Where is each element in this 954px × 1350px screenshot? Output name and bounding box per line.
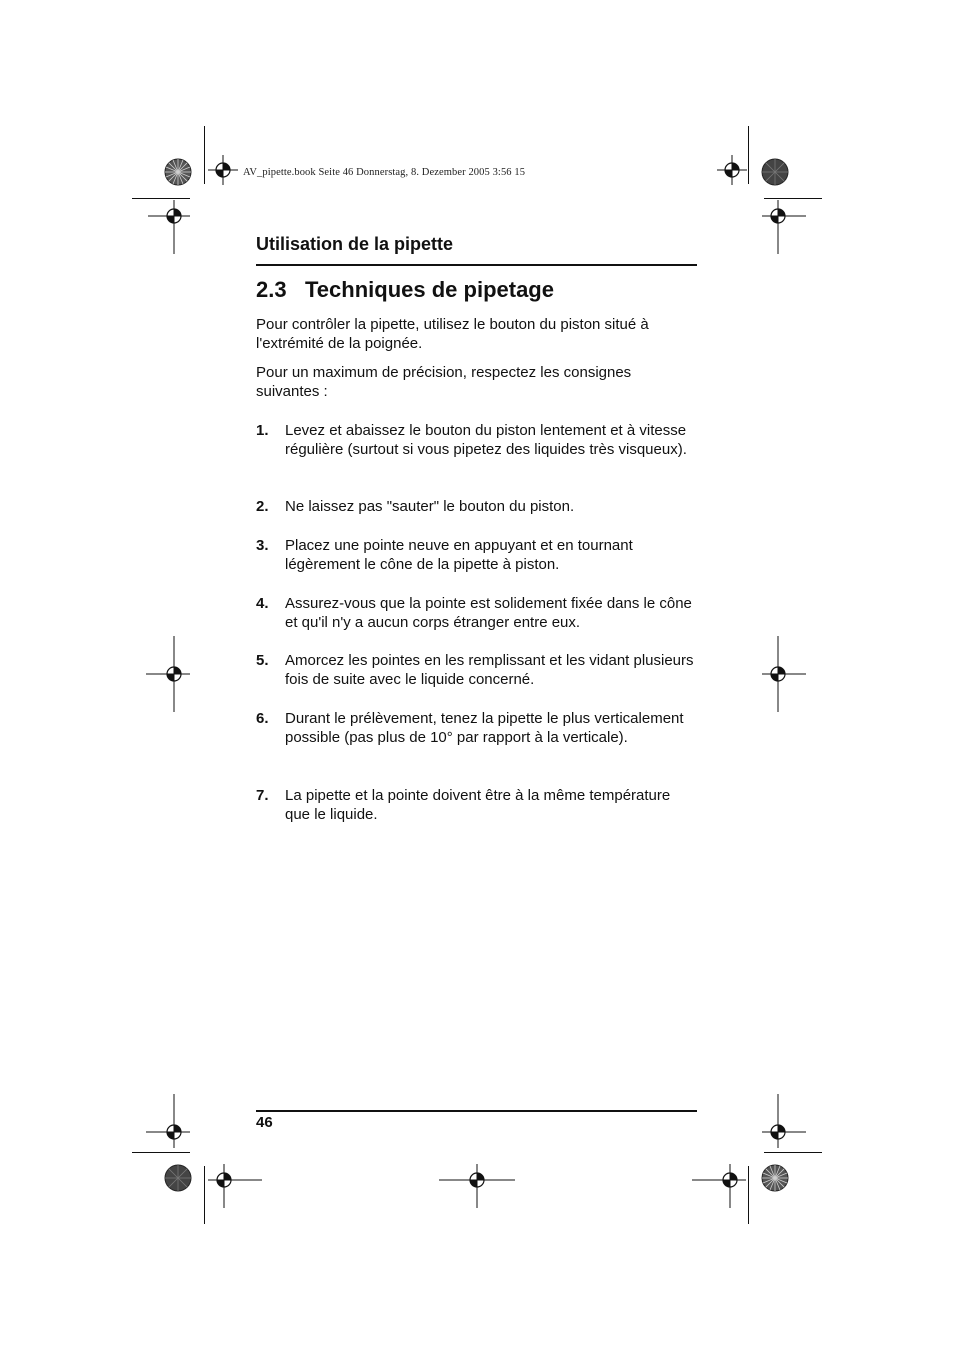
list-item-text: Durant le prélèvement, tenez la pipette le plus verticalement possible (pas plus de 10° par rapport à la verticale). [285,710,684,746]
registration-crosshair-icon [717,155,747,185]
list-item-text: La pipette et la pointe doivent être à la même température que le liquide. [285,787,671,823]
list-item-text: Levez et abaissez le bouton du piston lentement et à vitesse régulière (surtout si vous pipetez des liquides très visqueux). [285,422,687,458]
starburst-target-icon [761,1164,789,1192]
print-slug: AV_pipette.book Seite 46 Donnerstag, 8. Dezember 2005 3:56 15 [243,167,526,178]
registration-crosshair-icon [760,1094,808,1156]
list-item-number: 4. [256,595,269,612]
heading-number: 2.3 [256,277,287,302]
registration-crosshair-icon [186,1164,262,1208]
section-header: Utilisation de la pipette [256,234,454,254]
registration-crosshair-icon [208,155,238,185]
starburst-target-icon [761,158,789,186]
list-item-number: 5. [256,652,269,669]
crop-mark [748,1166,749,1224]
registration-crosshair-icon [439,1164,515,1208]
list-item [256,594,697,632]
heading-title: Techniques de pipetage [305,277,554,302]
starburst-target-icon [164,158,192,186]
registration-crosshair-icon [146,1094,194,1156]
crop-mark [204,126,205,184]
list-item-text: Assurez-vous que la pointe est solidement fixée dans le cône et qu'il n'y a aucun corps étranger entre eux. [285,595,692,631]
list-item-text: Placez une pointe neuve en appuyant et en tournant légèrement le cône de la pipette à piston. [285,537,633,573]
starburst-target-icon [164,1164,192,1192]
registration-crosshair-icon [148,190,200,254]
list-item-number: 1. [256,422,269,439]
registration-crosshair-icon [146,636,194,712]
list-item [256,651,697,689]
list-item [256,421,697,459]
registration-crosshair-icon [692,1164,748,1208]
list-item [256,709,697,747]
list-item-number: 3. [256,537,269,554]
list-item-number: 2. [256,498,269,515]
list-item-number: 7. [256,787,269,804]
registration-crosshair-icon [760,636,808,712]
list-item-text: Ne laissez pas "sauter" le bouton du piston. [285,498,575,515]
list-item-text: Amorcez les pointes en les remplissant et les vidant plusieurs fois de suite avec le liquide concerné. [285,652,694,688]
page-title [256,277,554,303]
footer-rule [256,1110,697,1112]
list-item [256,536,697,574]
page-number: 46 [256,1114,273,1131]
intro-paragraph: Pour un maximum de précision, respectez les consignes suivantes : [256,364,632,400]
list-item [256,786,697,824]
header-rule [256,264,697,266]
list-item [256,497,697,516]
intro-paragraph: Pour contrôler la pipette, utilisez le bouton du piston situé à l'extrémité de la poignée. [256,316,649,352]
registration-crosshair-icon [752,190,808,254]
crop-mark [748,126,749,184]
list-item-number: 6. [256,710,269,727]
